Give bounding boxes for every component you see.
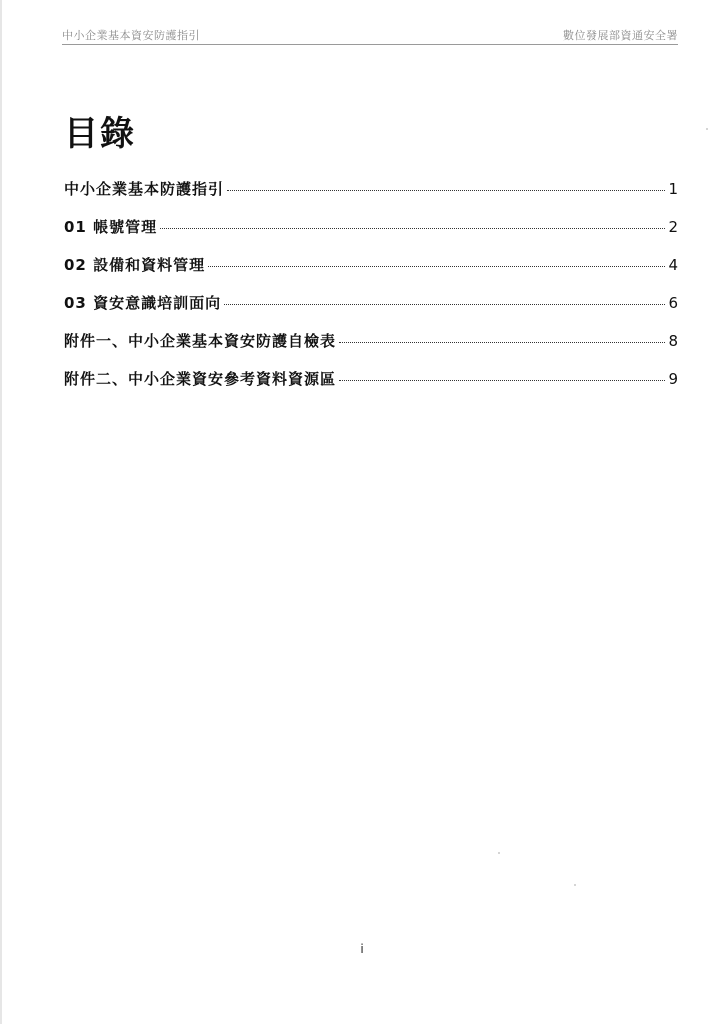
page-header [62, 26, 678, 45]
toc-dot-leader [224, 304, 665, 305]
toc-dot-leader [160, 228, 665, 229]
toc-entry-label: 01 帳號管理 [64, 218, 158, 236]
toc-entry-label: 02 設備和資料管理 [64, 256, 206, 274]
toc-dot-leader [208, 266, 665, 267]
toc-page-number: 6 [668, 294, 678, 312]
toc-heading: 目錄 [64, 114, 136, 154]
toc-entry-label: 中小企業基本防護指引 [64, 180, 225, 198]
toc-page-number: 9 [668, 370, 678, 388]
toc-page-number: 1 [668, 180, 678, 198]
header-agency-name: 數位發展部資通安全署 [563, 29, 678, 42]
toc-entry-appendix-1[interactable] [64, 330, 678, 368]
toc-dot-leader [339, 342, 665, 343]
toc-entry-account-management[interactable] [64, 216, 678, 254]
toc-entry-label: 附件一、中小企業基本資安防護自檢表 [64, 332, 337, 350]
toc-dot-leader [339, 380, 665, 381]
toc-page-number: 2 [668, 218, 678, 236]
toc-entry-security-awareness[interactable] [64, 292, 678, 330]
toc-page-number: 4 [668, 256, 678, 274]
toc-entry-appendix-2[interactable] [64, 368, 678, 406]
toc-entry-label: 附件二、中小企業資安參考資料資源區 [64, 370, 337, 388]
page-edge [0, 0, 2, 1024]
toc-entry-device-data-management[interactable] [64, 254, 678, 292]
toc-entry-guideline[interactable] [64, 178, 678, 216]
toc-entry-label: 03 資安意識培訓面向 [64, 294, 222, 312]
scan-speck [706, 128, 708, 130]
toc-page-number: 8 [668, 332, 678, 350]
scan-speck [498, 852, 500, 854]
toc-dot-leader [227, 190, 665, 191]
scan-speck [574, 884, 576, 886]
table-of-contents [64, 178, 678, 406]
page-number: i [360, 942, 364, 956]
header-document-title: 中小企業基本資安防護指引 [62, 29, 200, 42]
